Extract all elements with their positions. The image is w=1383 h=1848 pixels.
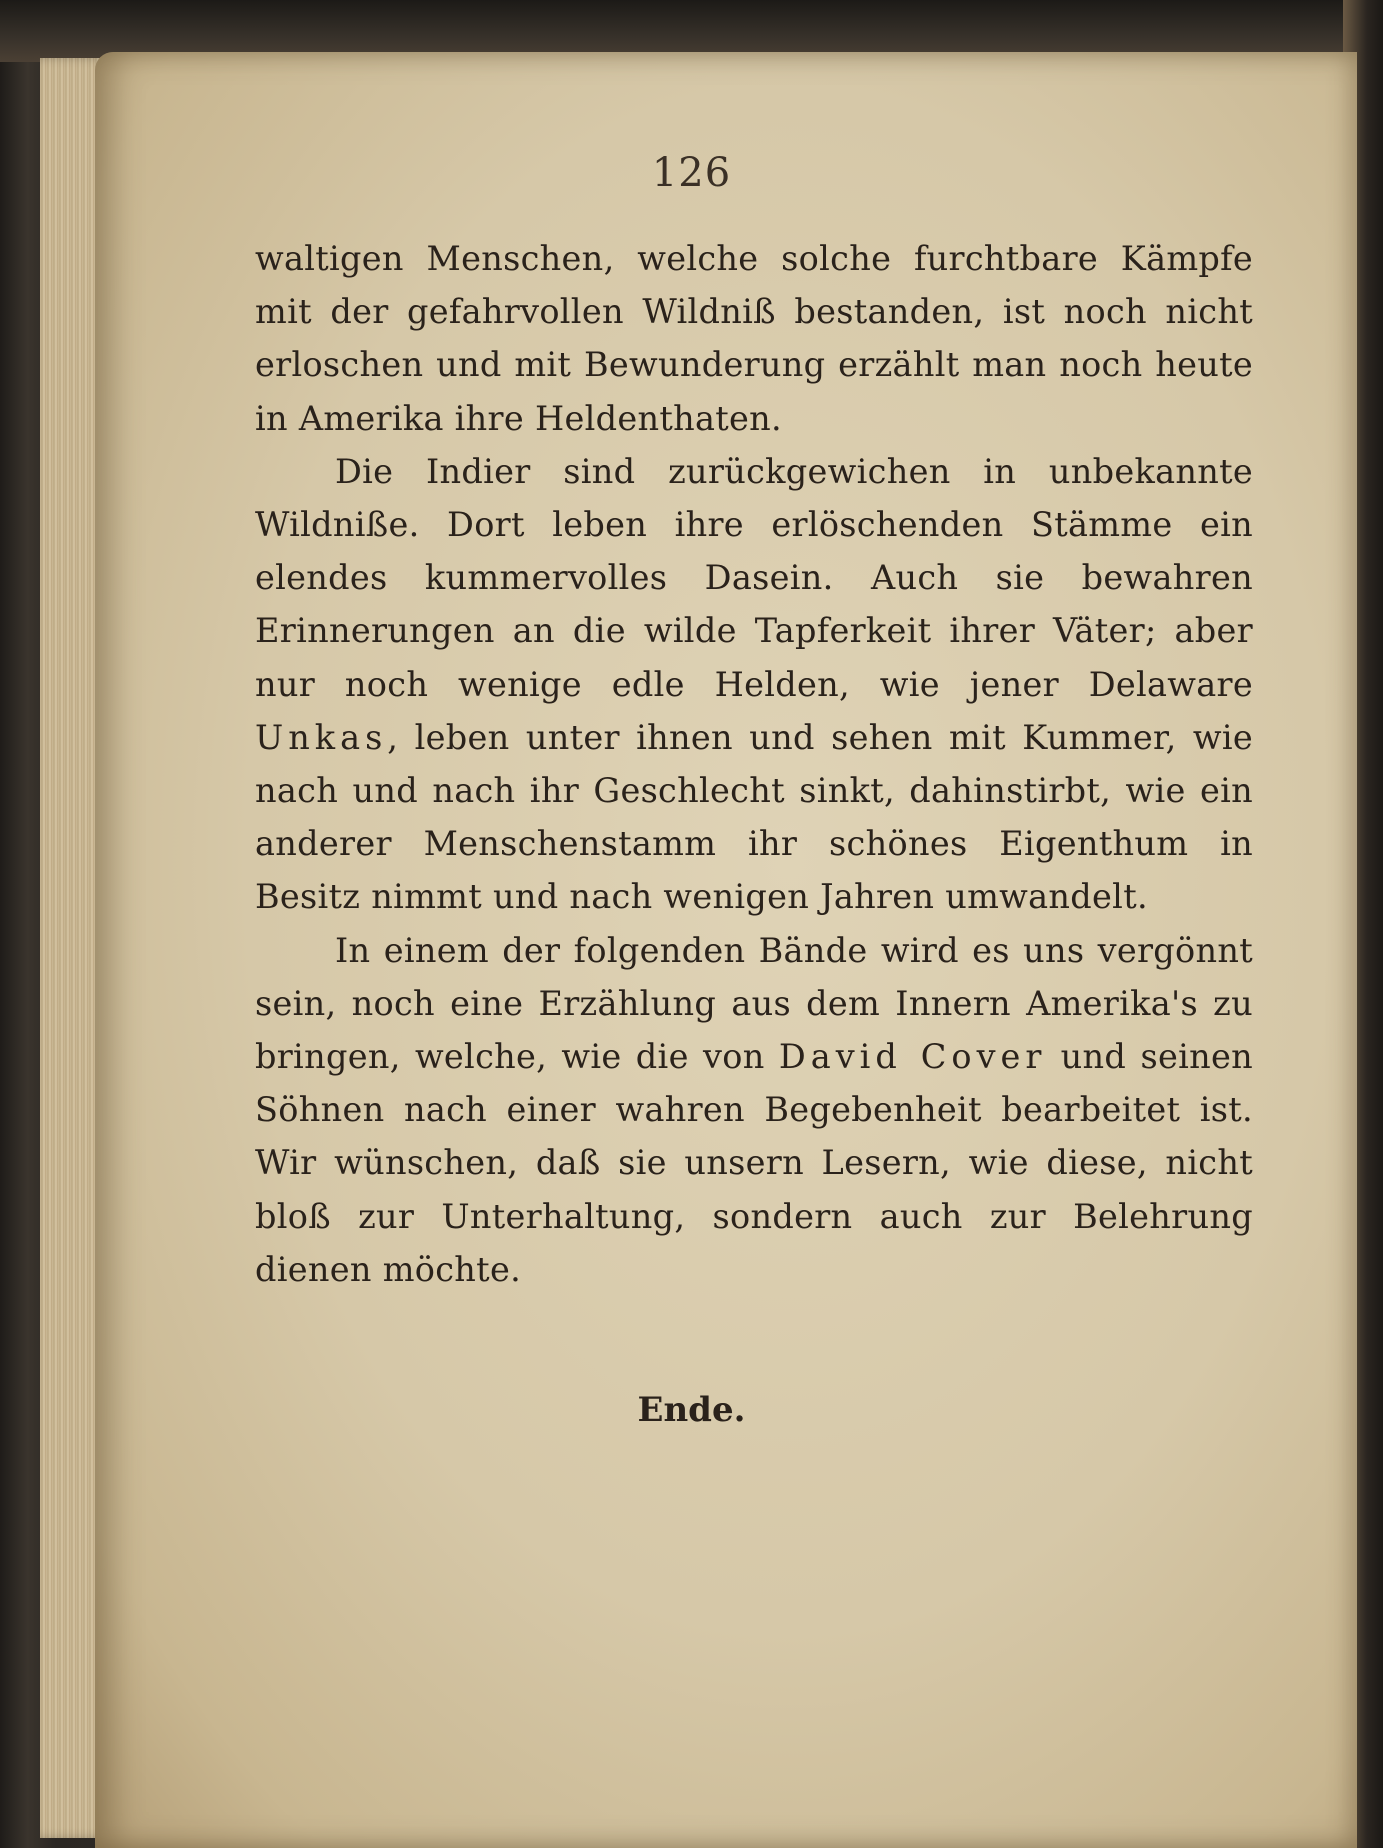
paragraph-1 [255, 232, 1253, 445]
name-unkas: Unkas [255, 717, 388, 757]
paragraph-2-text-a: Die Indier sind zurückgewichen in unbekannte Wildniße. Dort leben ihre erlöschenden Stämme ein elendes kummervolles Dasein. Auch sie bewahren Erinnerungen an die wilde Tapferkeit ihrer Väter; aber nur noch wenige edle Helden, wie jener Delaware [255, 451, 1253, 704]
paragraph-2-text-b: , leben unter ihnen und sehen mit Kummer, wie nach und nach ihr Geschlecht sinkt, dahinstirbt, wie ein anderer Menschenstamm ihr schönes Eigenthum in Besitz nimmt und nach wenigen Jahren umwandelt. [255, 717, 1253, 917]
paragraph-2 [255, 445, 1253, 924]
paragraph-3-text-a: In einem der folgenden Bände wird es uns vergönnt sein, noch eine Erzählung aus dem Innern Amerika's zu bringen, welche, wie die von [255, 930, 1253, 1077]
paragraph-3-text-b: und seinen Söhnen nach einer wahren Begebenheit bearbeitet ist. Wir wünschen, daß sie unsern Lesern, wie diese, nicht bloß zur Unterhaltung, sondern auch zur Belehrung dienen möchte. [255, 1037, 1253, 1289]
body-text [255, 232, 1253, 1296]
paragraph-3 [255, 924, 1253, 1296]
paragraph-1-text: waltigen Menschen, welche solche furchtbare Kämpfe mit der gefahrvollen Wildniß bestanden, ist noch nicht erloschen und mit Bewunderung erzählt man noch heute in Amerika ihre Heldenthaten. [255, 239, 1253, 438]
page-number: 126 [651, 150, 732, 196]
name-david-cover: David Cover [778, 1037, 1047, 1077]
ending-text: Ende. [637, 1390, 746, 1430]
